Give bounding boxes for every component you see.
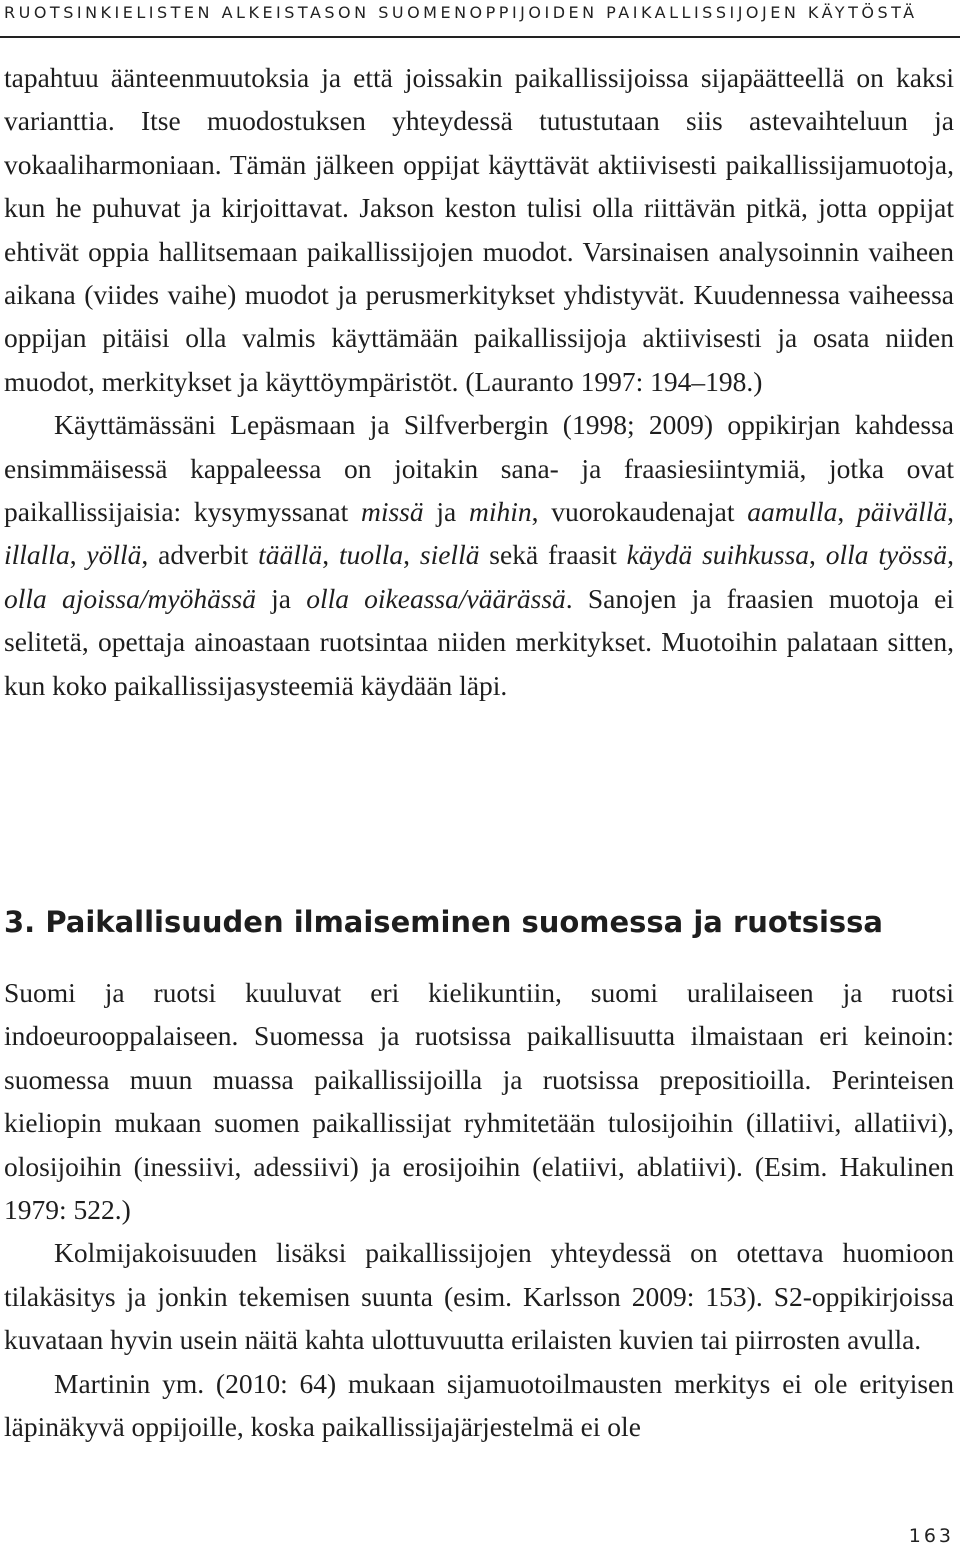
text-run: Martinin ym. (2010: 64) mukaan sijamuotoilmausten merkitys ei ole erityisen läpinäkyvä oppijoille, koska paikallissijajärjestelmä ei ole bbox=[4, 1367, 954, 1443]
text-run: , bbox=[947, 496, 954, 528]
italic-term: illalla bbox=[4, 539, 70, 571]
italic-term: aamulla bbox=[747, 496, 838, 528]
text-run: , bbox=[69, 539, 87, 571]
section-number: 3. bbox=[4, 905, 36, 939]
text-block-bottom bbox=[4, 971, 954, 1448]
text-run: , adverbit bbox=[141, 539, 259, 571]
paragraph bbox=[4, 1362, 954, 1449]
italic-term: siellä bbox=[419, 539, 480, 571]
text-run: , vuorokaudenajat bbox=[531, 496, 748, 528]
text-run: Kolmijakoisuuden lisäksi paikallissijojen yhteydessä on otettava huomioon tilakäsitys ja jonkin tekemisen suunta (esim. Karlsson 2009: 153). S2-oppikirjoissa kuvataan hyvin usein näitä kahta ulottuvuutta erilaisten kuvien tai piirrosten avulla. bbox=[4, 1237, 954, 1356]
italic-term: olla ajoissa/myöhässä bbox=[4, 582, 256, 614]
paragraph bbox=[4, 56, 954, 403]
header-rule bbox=[0, 36, 960, 38]
text-run: Suomi ja ruotsi kuuluvat eri kielikuntiin, suomi uralilaiseen ja ruotsi indoeurooppalaiseen. Suomessa ja ruotsissa paikallisuutta ilmaistaan eri keinoin: suomessa muun muassa paikallissijoilla ja ruotsissa prepositioilla. Perinteisen kieliopin mukaan suomen paikallissijat ryhmitetään tulosijoihin (illatiivi, allatiivi), olosijoihin (inessiivi, adessiivi) ja erosijoihin (elatiivi, ablatiivi). (Esim. Hakulinen 1979: 522.) bbox=[4, 977, 954, 1226]
paragraph bbox=[4, 971, 954, 1231]
text-run: tapahtuu äänteenmuutoksia ja että joissakin paikallissijoissa sijapäätteellä on kaksi varianttia. Itse muodostuksen yhteydessä tutustutaan siis astevaihteluun ja vokaaliharmoniaan. Tämän jälkeen oppijat käyttävät aktiivisesti paikallissijamuotoja, kun he puhuvat ja kirjoittavat. Jakson keston tulisi olla riittävän pitkä, jotta oppijat ehtivät oppia hallitsemaan paikallissijojen muodot. Varsinaisen analysoinnin vaiheen aikana (viides vaihe) muodot ja perusmerkitykset yhdistyvät. Kuudennessa vaiheessa oppijan pitäisi olla valmis käyttämään paikallissijoja aktiivisesti ja osata niiden muodot, merkitykset ja käyttöympäristöt. (Lauranto 1997: 194–198.) bbox=[4, 62, 954, 397]
italic-term: tuolla bbox=[338, 539, 404, 571]
italic-term: missä bbox=[360, 496, 424, 528]
text-run: , bbox=[947, 539, 955, 571]
section-title: Paikallisuuden ilmaiseminen suomessa ja ruotsissa bbox=[45, 905, 883, 939]
text-run: , bbox=[837, 496, 857, 528]
italic-term: käydä suihkussa bbox=[626, 539, 810, 571]
text-run: . Sanojen ja fraasien muotoja ei selitetä, opettaja ainoastaan ruotsintaa niiden merkitykset. Muotoihin palataan sitten, kun koko paikallissijasysteemiä käydään läpi. bbox=[4, 582, 954, 701]
italic-term: mihin bbox=[468, 496, 532, 528]
italic-term: olla oikeassa/väärässä bbox=[306, 582, 566, 614]
page-number: 163 bbox=[908, 1525, 954, 1547]
text-block-top bbox=[4, 56, 954, 707]
italic-term: yöllä bbox=[86, 539, 142, 571]
text-run: , bbox=[809, 539, 826, 571]
paragraph bbox=[4, 403, 954, 707]
text-run: , bbox=[322, 539, 339, 571]
text-run: sekä fraasit bbox=[479, 539, 627, 571]
italic-term: täällä bbox=[258, 539, 323, 571]
text-run: , bbox=[403, 539, 420, 571]
italic-term: päivällä bbox=[856, 496, 948, 528]
text-run: ja bbox=[423, 496, 469, 528]
paragraph bbox=[4, 1231, 954, 1361]
italic-term: olla työssä bbox=[825, 539, 948, 571]
running-head: RUOTSINKIELISTEN ALKEISTASON SUOMENOPPIJOIDEN PAIKALLISSIJOJEN KÄYTÖSTÄ bbox=[4, 3, 918, 22]
section-heading bbox=[4, 902, 883, 942]
text-run: ja bbox=[256, 582, 307, 614]
text-run: Käyttämässäni Lepäsmaan ja Silfverbergin (1998; 2009) oppikirjan kahdessa ensimmäisessä kappaleessa on joitakin sana- ja fraasiesiintymiä, jotka ovat paikallissijaisia: kysymyssanat bbox=[4, 409, 954, 528]
